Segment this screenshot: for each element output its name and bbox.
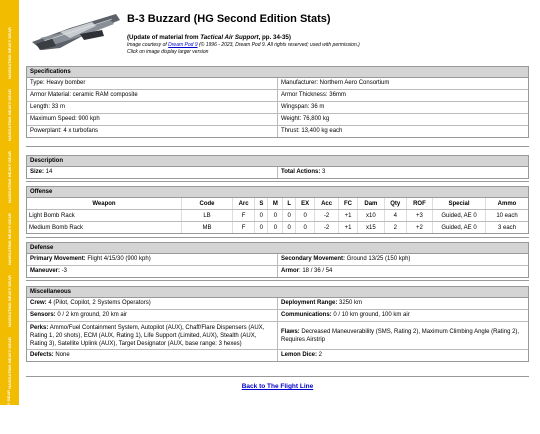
maneuver-cell: Maneuver: -3	[30, 268, 68, 274]
total-actions-cell: Total Actions: 3	[277, 167, 528, 178]
click-note: Click on image display larger version	[127, 49, 209, 55]
sidebar-tag[interactable]: NAVIGATING HEAVY GEAR	[6, 213, 12, 265]
defense-row	[27, 266, 528, 277]
table-cell: +2	[406, 222, 432, 234]
column-header: L	[283, 198, 296, 210]
description-section	[26, 155, 529, 179]
spec-cell: Powerplant: 4 x turbofans	[30, 128, 99, 134]
table-cell: F	[233, 222, 255, 234]
table-cell: 0	[255, 222, 268, 234]
flaws-cell: Flaws: Decreased Maneuverability (SMS, Rating 2), Maximum Climbing Angle (Rating 2), Requires Airstrip	[277, 322, 528, 349]
table-cell: 10 each	[486, 210, 529, 222]
weapons-table	[27, 198, 528, 233]
deployment-range-cell: Deployment Range: 3250 km	[277, 298, 528, 309]
spec-cell: Length: 33 m	[30, 104, 66, 110]
offense-section	[26, 186, 529, 234]
weapon-name: Medium Bomb Rack	[29, 224, 84, 231]
specifications-section	[26, 66, 529, 138]
spec-cell: Thrust: 13,400 kg each	[277, 126, 528, 137]
column-header: Qty	[384, 198, 406, 210]
column-header: Code	[182, 198, 233, 210]
spec-row	[27, 90, 528, 102]
misc-row	[27, 322, 528, 350]
spec-row	[27, 114, 528, 126]
description-row	[27, 167, 528, 178]
page-title: B-3 Buzzard (HG Second Edition Stats)	[127, 13, 331, 25]
defense-section	[26, 242, 529, 278]
spec-cell: Manufacturer: Northern Aero Consortium	[277, 78, 528, 89]
lemon-dice-cell: Lemon Dice: 2	[277, 350, 528, 361]
column-header: M	[268, 198, 283, 210]
primary-movement-cell: Primary Movement: Flight 4/15/30 (900 kph)	[30, 256, 151, 262]
perks-cell: Perks: Ammo/Fuel Containment System, Autopilot (AUX), Chaff/Flare Dispensers (AUX, Rating 1, 20 shots), ECM (AUX, Rating 1), Life Support (Limited, AUX), Stealth (AUX, Rating 3), Satellite Uplink (AUX), Target Designator (AUX, base range: 3 hexes)	[30, 325, 265, 347]
table-row	[27, 222, 528, 234]
misc-row	[27, 298, 528, 310]
image-credit: Image courtesy of Dream Pod 9 (© 1996 - 2023, Dream Pod 9. All rights reserved; used with permission.)	[127, 42, 360, 48]
column-header: Dam	[358, 198, 385, 210]
size-cell: Size: 14	[30, 169, 53, 175]
table-cell: 0	[296, 210, 315, 222]
table-cell: 2	[384, 222, 406, 234]
divider	[26, 280, 529, 281]
spec-cell: Maximum Speed: 900 kph	[30, 116, 100, 122]
table-cell: x10	[358, 210, 385, 222]
table-cell: 0	[296, 222, 315, 234]
back-link-container	[26, 383, 529, 390]
sidebar-tag[interactable]: NAVIGATING HEAVY GEAR	[6, 89, 12, 141]
back-to-flight-line-link[interactable]: Back to The Flight Line	[241, 383, 314, 390]
section-header: Offense	[27, 187, 528, 198]
spec-cell: Type: Heavy bomber	[30, 80, 86, 86]
sidebar-banner	[0, 0, 19, 417]
table-cell: Guided, AE 0	[433, 210, 486, 222]
table-row	[27, 210, 528, 222]
table-cell: -2	[315, 210, 339, 222]
spec-cell: Armor Thickness: 36mm	[277, 90, 528, 101]
table-cell: LB	[182, 210, 233, 222]
table-header-row	[27, 198, 528, 210]
table-cell: 0	[283, 222, 296, 234]
divider	[26, 146, 529, 147]
crew-cell: Crew: 4 (Pilot, Copilot, 2 Systems Operators)	[30, 300, 151, 306]
update-note: (Update of material from Tactical Air Support, pp. 34-35)	[127, 34, 291, 41]
spec-row	[27, 102, 528, 114]
sidebar-tag[interactable]: NAVIGATING HEAVY GEAR	[6, 27, 12, 79]
column-header: S	[255, 198, 268, 210]
column-header: Special	[433, 198, 486, 210]
divider	[26, 237, 529, 238]
sidebar-tag[interactable]: NAVIGATING HEAVY GEAR	[6, 151, 12, 203]
sidebar-tag[interactable]: HEAVY GEAR	[6, 389, 12, 417]
column-header: FC	[338, 198, 357, 210]
misc-row	[27, 310, 528, 322]
armor-cell: Armor: 18 / 36 / 54	[277, 266, 528, 277]
page-header	[26, 0, 530, 62]
header-subtext	[127, 34, 360, 55]
spec-row	[27, 126, 528, 137]
sidebar-tag[interactable]: NAVIGATING HEAVY GEAR	[6, 275, 12, 327]
column-header: Arc	[233, 198, 255, 210]
column-header: Ammo	[486, 198, 529, 210]
section-header: Defense	[27, 243, 528, 254]
table-cell: 0	[283, 210, 296, 222]
table-cell: 4	[384, 210, 406, 222]
divider	[26, 181, 529, 182]
spec-row	[27, 78, 528, 90]
column-header: Weapon	[27, 198, 182, 210]
weapon-name: Light Bomb Rack	[27, 210, 182, 222]
spec-cell: Armor Material: ceramic RAM composite	[30, 92, 138, 98]
table-cell: 0	[255, 210, 268, 222]
miscellaneous-section	[26, 286, 529, 362]
table-cell: 0	[268, 210, 283, 222]
secondary-movement-cell: Secondary Movement: Ground 13/25 (150 kph)	[277, 254, 528, 265]
bomber-image[interactable]	[30, 8, 122, 52]
spec-cell: Weight: 76,800 kg	[277, 114, 528, 125]
dream-pod-9-link[interactable]: Dream Pod 9	[168, 42, 198, 48]
column-header: EX	[296, 198, 315, 210]
table-cell: F	[233, 210, 255, 222]
divider	[26, 376, 529, 377]
sidebar-tag[interactable]: NAVIGATING HEAVY GEAR	[6, 337, 12, 389]
table-cell: x15	[358, 222, 385, 234]
section-header: Miscellaneous	[27, 287, 528, 298]
defects-cell: Defects: None	[30, 352, 70, 358]
column-header: Acc	[315, 198, 339, 210]
communications-cell: Communications: 0 / 10 km ground, 100 km air	[277, 310, 528, 321]
table-cell: MB	[182, 222, 233, 234]
column-header: ROF	[406, 198, 432, 210]
table-cell: -2	[315, 222, 339, 234]
defense-row	[27, 254, 528, 266]
misc-row	[27, 350, 528, 361]
table-cell: 0	[268, 222, 283, 234]
table-cell: +1	[338, 210, 357, 222]
spec-cell: Wingspan: 36 m	[277, 102, 528, 113]
table-cell: +3	[406, 210, 432, 222]
section-header: Description	[27, 156, 528, 167]
sensors-cell: Sensors: 0 / 2 km ground, 20 km air	[30, 312, 128, 318]
table-cell: +1	[338, 222, 357, 234]
table-cell: Guided, AE 0	[433, 222, 486, 234]
table-cell: 3 each	[486, 222, 529, 234]
section-header: Specifications	[27, 67, 528, 78]
